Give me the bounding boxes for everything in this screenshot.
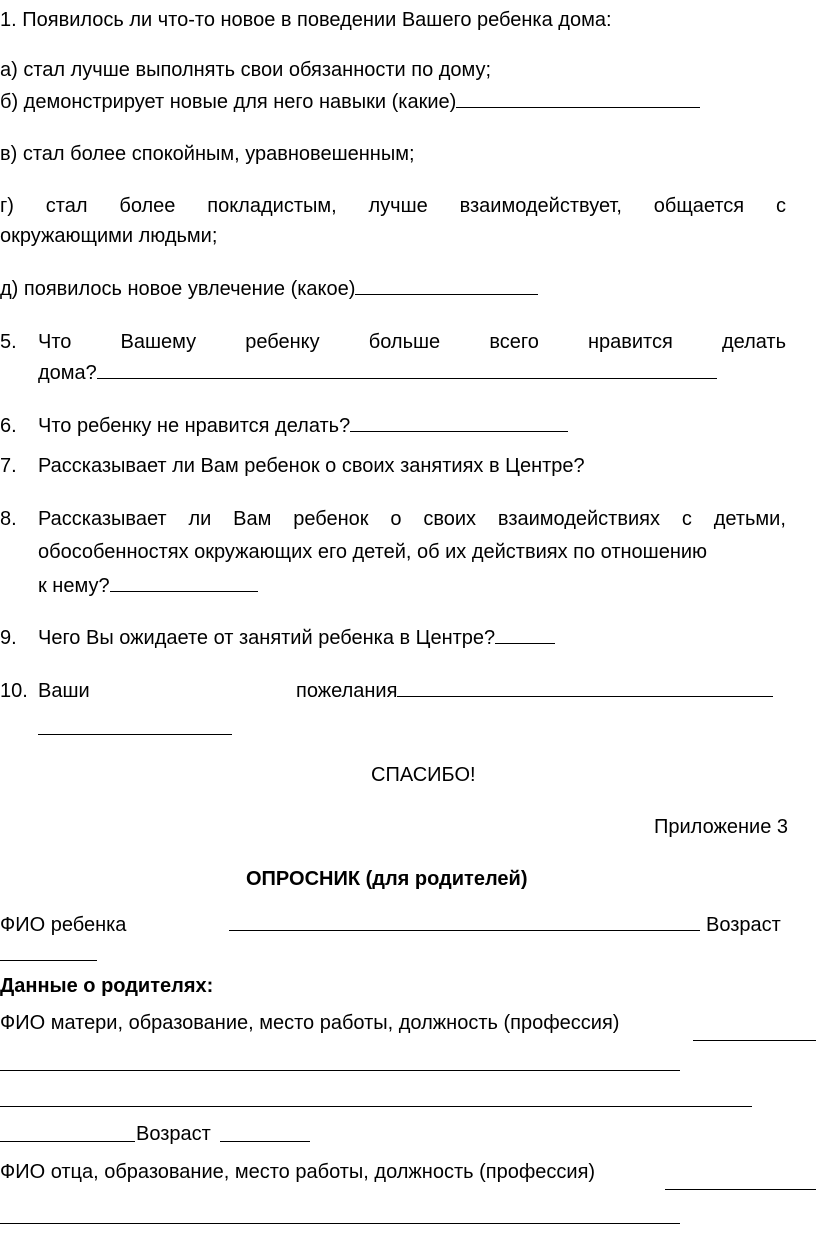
child-age-field[interactable] bbox=[0, 960, 97, 961]
question-9-number: 9. bbox=[0, 627, 17, 649]
question-5-word: ребенку bbox=[245, 331, 320, 353]
option-g-line1 bbox=[0, 196, 786, 216]
question-8-word: Рассказывает bbox=[38, 508, 167, 530]
question-9-text: Чего Вы ожидаете от занятий ребенка в Центре? bbox=[38, 627, 496, 649]
option-g-word: лучше bbox=[368, 195, 428, 217]
question-5-word: Вашему bbox=[120, 331, 197, 353]
question-6-number: 6. bbox=[0, 415, 17, 437]
mother-age-field[interactable] bbox=[220, 1141, 310, 1142]
question-8-line3 bbox=[38, 576, 258, 596]
option-g-word: более bbox=[119, 195, 176, 217]
question-8-word: своих bbox=[423, 508, 477, 530]
mother-age-label: Возраст bbox=[136, 1123, 211, 1145]
mother-field-line-4[interactable] bbox=[0, 1141, 135, 1142]
option-b-answer-line[interactable] bbox=[456, 106, 700, 108]
option-g-word: стал bbox=[45, 195, 88, 217]
option-g-word: с bbox=[775, 195, 786, 217]
question-1-intro: 1. Появилось ли что-то новое в поведении Вашего ребенка дома: bbox=[0, 9, 612, 31]
father-label: ФИО отца, образование, место работы, должность (профессия) bbox=[0, 1161, 596, 1183]
option-d-text: д) появилось новое увлечение (какое) bbox=[0, 278, 356, 300]
question-8-word: с bbox=[681, 508, 692, 530]
question-8-word: Вам bbox=[233, 508, 272, 530]
question-8-text: к нему? bbox=[38, 575, 110, 597]
question-10-word1: Ваши bbox=[38, 680, 90, 702]
question-5-line1 bbox=[38, 332, 786, 352]
question-9 bbox=[38, 628, 555, 648]
father-field-line-1[interactable] bbox=[665, 1189, 816, 1190]
option-v: в) стал более спокойным, уравновешенным; bbox=[0, 143, 415, 165]
mother-label: ФИО матери, образование, место работы, должность (профессия) bbox=[0, 1012, 620, 1034]
question-5-word: нравится bbox=[587, 331, 673, 353]
parents-heading: Данные о родителях: bbox=[0, 975, 214, 997]
appendix-label: Приложение 3 bbox=[654, 816, 788, 838]
mother-field-line-2[interactable] bbox=[0, 1070, 680, 1071]
question-7-text: Рассказывает ли Вам ребенок о своих занятиях в Центре? bbox=[38, 455, 585, 477]
mother-field-line-3[interactable] bbox=[0, 1106, 752, 1107]
option-d-answer-line[interactable] bbox=[355, 293, 538, 295]
question-10-line1 bbox=[296, 681, 773, 701]
question-8-word: взаимодействиях bbox=[497, 508, 660, 530]
option-g-word: общается bbox=[653, 195, 745, 217]
father-field-line-2[interactable] bbox=[0, 1223, 680, 1224]
option-d bbox=[0, 279, 538, 299]
option-g-word: взаимодействует, bbox=[459, 195, 622, 217]
child-age-label: Возраст bbox=[706, 914, 781, 936]
option-a: а) стал лучше выполнять свои обязанности по дому; bbox=[0, 59, 492, 81]
question-6-text: Что ребенку не нравится делать? bbox=[38, 415, 351, 437]
question-5-answer-line[interactable] bbox=[97, 377, 717, 379]
question-8-word: ребенок bbox=[293, 508, 369, 530]
question-10-answer-line-2[interactable] bbox=[38, 734, 232, 735]
question-6 bbox=[38, 416, 568, 436]
option-b-text: б) демонстрирует новые для него навыки (какие) bbox=[0, 91, 457, 113]
question-8-line1 bbox=[38, 509, 786, 529]
question-8-answer-line[interactable] bbox=[110, 590, 258, 592]
question-5-text: дома? bbox=[38, 362, 97, 384]
option-g-line2: окружающими людьми; bbox=[0, 225, 218, 247]
question-5-word: всего bbox=[489, 331, 539, 353]
question-9-answer-line[interactable] bbox=[495, 642, 555, 644]
question-8-word: детьми, bbox=[713, 508, 786, 530]
question-6-answer-line[interactable] bbox=[350, 430, 568, 432]
question-5-line2 bbox=[38, 363, 717, 383]
thanks-text: СПАСИБО! bbox=[371, 764, 476, 786]
question-8-word: ли bbox=[188, 508, 212, 530]
option-b bbox=[0, 92, 700, 112]
option-g-word: покладистым, bbox=[207, 195, 337, 217]
question-5-number: 5. bbox=[0, 331, 17, 353]
child-name-label: ФИО ребенка bbox=[0, 914, 127, 936]
question-10-number: 10. bbox=[0, 680, 28, 702]
question-5-word: делать bbox=[721, 331, 786, 353]
mother-field-line-1[interactable] bbox=[693, 1040, 816, 1041]
question-5-word: Что bbox=[38, 331, 72, 353]
question-7-number: 7. bbox=[0, 455, 17, 477]
question-8-word: о bbox=[390, 508, 402, 530]
form-title: ОПРОСНИК (для родителей) bbox=[246, 868, 528, 890]
question-5-word: больше bbox=[368, 331, 441, 353]
option-g-word: г) bbox=[0, 195, 14, 217]
question-10-answer-line[interactable] bbox=[397, 695, 773, 697]
question-8-number: 8. bbox=[0, 508, 17, 530]
child-name-field[interactable] bbox=[229, 930, 700, 931]
question-10-word2: пожелания bbox=[296, 680, 398, 702]
question-8-line2: обособенностях окружающих его детей, об их действиях по отношению bbox=[38, 541, 708, 563]
